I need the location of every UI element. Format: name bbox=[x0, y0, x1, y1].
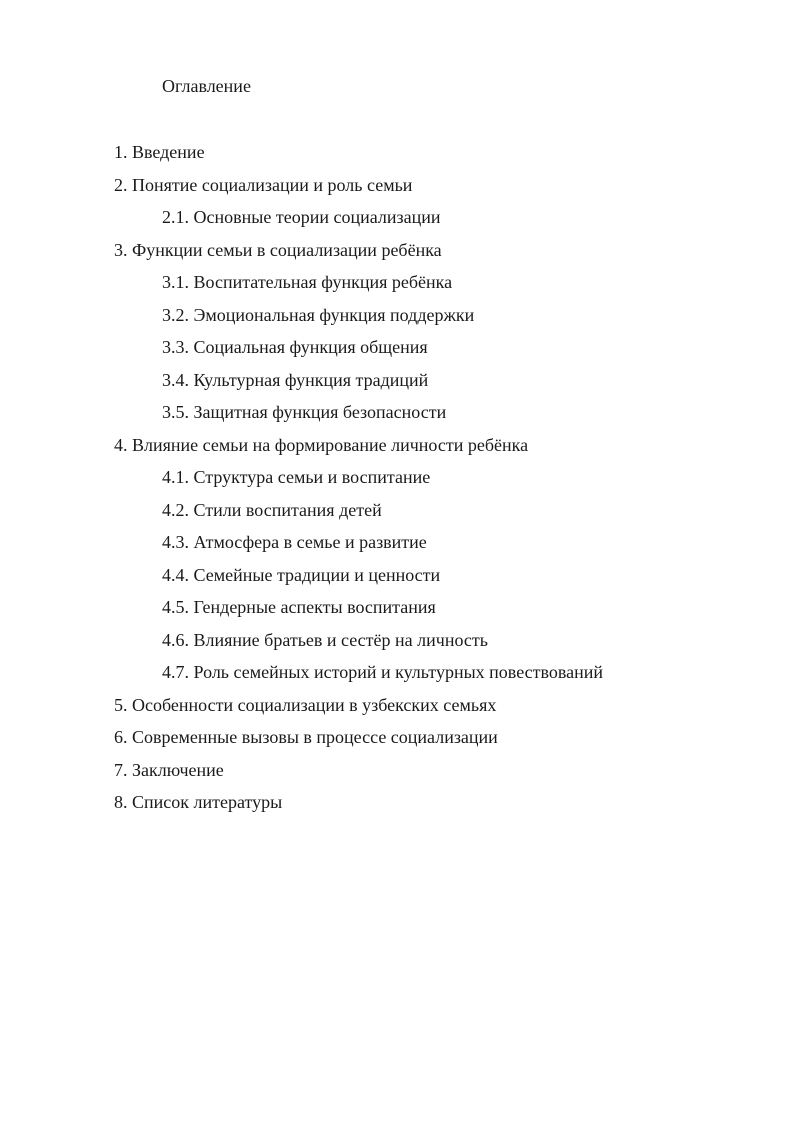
toc-section: 1. Введение bbox=[114, 142, 205, 162]
toc-subsection: 3.3. Социальная функция общения bbox=[162, 337, 428, 357]
page-title: Оглавление bbox=[162, 76, 251, 96]
toc-subsection: 4.4. Семейные традиции и ценности bbox=[162, 564, 441, 585]
toc-subsection: 4.3. Атмосфера в семье и развитие bbox=[162, 532, 427, 552]
table-of-contents bbox=[0, 140, 800, 823]
toc-subsection: 4.6. Влияние братьев и сестёр на личность bbox=[162, 629, 488, 650]
toc-subsection: 3.5. Защитная функция безопасности bbox=[162, 402, 447, 422]
toc-subsection: 3.4. Культурная функция традиций bbox=[162, 369, 429, 390]
toc-section: 8. Список литературы bbox=[114, 792, 283, 812]
toc-subsection: 3.2. Эмоциональная функция поддержки bbox=[162, 304, 475, 325]
toc-subsection: 3.1. Воспитательная функция ребёнка bbox=[162, 272, 453, 292]
toc-subsection: 4.1. Структура семьи и воспитание bbox=[162, 467, 431, 487]
toc-section: 4. Влияние семьи на формирование личности ребёнка bbox=[114, 434, 529, 455]
toc-section: 6. Современные вызовы в процессе социализации bbox=[114, 727, 498, 747]
toc-section: 5. Особенности социализации в узбекских семьях bbox=[114, 694, 497, 715]
toc-subsection: 2.1. Основные теории социализации bbox=[162, 207, 441, 227]
toc-subsection: 4.5. Гендерные аспекты воспитания bbox=[162, 597, 436, 617]
toc-section: 7. Заключение bbox=[114, 759, 224, 780]
toc-subsection: 4.2. Стили воспитания детей bbox=[162, 499, 382, 520]
toc-subsection: 4.7. Роль семейных историй и культурных повествований bbox=[162, 662, 604, 682]
toc-section: 3. Функции семьи в социализации ребёнка bbox=[114, 239, 442, 260]
toc-section: 2. Понятие социализации и роль семьи bbox=[114, 174, 413, 195]
